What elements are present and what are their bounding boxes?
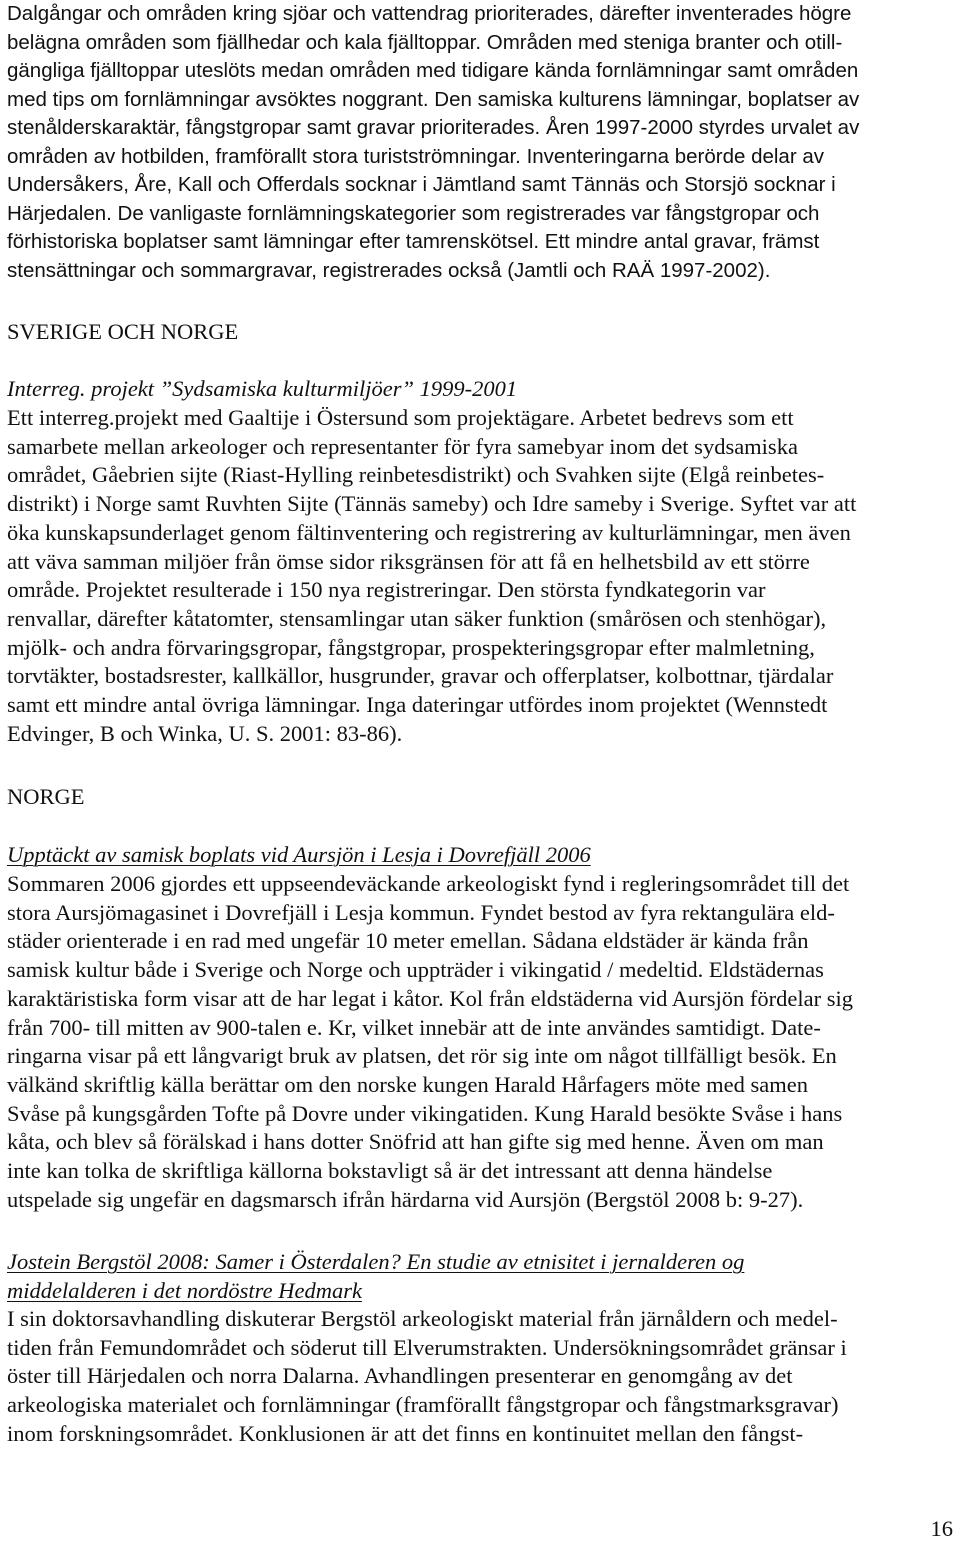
section-body-bergstol: I sin doktorsavhandling diskuterar Bergstöl arkeologiskt material från järnåldern och medel- tiden från Femundområdet och söderut till Elverumstrakten. Undersökningsområdet gränsar i öster till Härjedalen och norra Dalarna. Avhandlingen presenterar en genomgång av det arkeologiska materialet och fornlämningar (framförallt fångstgropar och fångstmarksgravar) inom forskningsområdet. Konklusionen är att det finns en kontinuitet mellan den fångst- (7, 1306, 847, 1446)
section-body-aursjon: Sommaren 2006 gjordes ett uppseendeväckande arkeologiskt fynd i regleringsområdet till det stora Aursjömagasinet i Dovrefjäll i Lesja kommun. Fyndet bestod av fyra rektangulära eld- städer orienterade i en rad med ungefär 10 meter emellan. Sådana eldstäder är kända från samisk kultur både i Sverige och Norge och uppträder i vikingatid / medeltid. Eldstädernas karaktäristiska form visar att de har legat i kåtor. Kol från eldstäderna vid Aursjön fördelar sig från 700- till mitten av 900-talen e. Kr, vilket innebär att de inte användes samtidigt. Date- ringarna visar på ett långvarigt bruk av platsen, det rör sig inte om något tillfälligt besök. En välkänd skriftlig källa berättar om den norske kungen Harald Hårfagers möte med samen Svåse på kungsgården Tofte på Dovre under vikingatiden. Kung Harald besökte Svåse i hans kåta, och blev så förälskad i hans dotter Snöfrid att han gifte sig med henne. Även om man inte kan tolka de skriftliga källorna bokstavligt så är det intressant att denna händelse utspelade sig ungefär en dagsmarsch ifrån härdarna vid Aursjön (Bergstöl 2008 b: 9-27). (7, 871, 853, 1212)
section-body-interreg: Ett interreg.projekt med Gaaltije i Östersund som projektägare. Arbetet bedrevs som ett samarbete mellan arkeologer och representanter för fyra samebyar inom det sydsamiska området, Gåebrien sijte (Riast-Hylling reinbetesdistrikt) och Svahken sijte (Elgå reinbetes- distrikt) i Norge samt Ruvhten Sijte (Tännäs sameby) och Idre sameby i Sverige. Syftet var att öka kunskapsunderlaget genom fältinventering och registrering av kulturlämningar, men även att väva samman miljöer från ömse sidor riksgränsen för att få en helhetsbild av ett större område. Projektet resulterade i 150 nya registreringar. Den största fyndkategorin var renvallar, därefter kåtatomter, stensamlingar utan säker funktion (smårösen och stenhögar), mjölk- och andra förvaringsgropar, fångstgropar, prospekteringsgropar efter malmletning, torvtäkter, bostadsrester, kallkällor, husgrunder, gravar och offerplatser, kolbottnar, tjärdalar samt ett mindre antal övriga lämningar. Inga dateringar utfördes inom projektet (Wennstedt Edvinger, B och Winka, U. S. 2001: 83-86). (7, 405, 857, 746)
intro-paragraph: Dalgångar och områden kring sjöar och vattendrag prioriterades, därefter inventerades högre belägna områden som fjällhedar och kala fjälltoppar. Områden med steniga branter och otill- gängliga fjälltoppar uteslöts medan områden med tidigare kända fornlämningar samt områden med tips om fornlämningar avsöktes noggrant. Den samiska kulturens lämningar, boplatser av stenålderskaraktär, fångstgropar samt gravar prioriterades. Åren 1997-2000 styrdes urvalet av områden av hotbilden, framförallt stora turistströmningar. Inventeringarna berörde delar av Undersåkers, Åre, Kall och Offerdals socknar i Jämtland samt Tännäs och Storsjö socknar i Härjedalen. De vanligaste fornlämningskategorier som registrerades var fångstgropar och förhistoriska boplatser samt lämningar efter tamrenskötsel. Ett mindre antal gravar, främst stensättningar och sommargravar, registrerades också (Jamtli och RAÄ 1997-2002). (7, 2, 860, 282)
section-heading-norge: NORGE (7, 784, 85, 809)
section-heading-sverige-och-norge: SVERIGE OCH NORGE (7, 319, 239, 344)
section-subheading-aursjon: Upptäckt av samisk boplats vid Aursjön i Lesja i Dovrefjäll 2006 (7, 842, 591, 867)
section-subheading-interreg: Interreg. projekt ”Sydsamiska kulturmiljöer” 1999-2001 (7, 376, 518, 401)
section-subheading-bergstol: Jostein Bergstöl 2008: Samer i Österdalen? En studie av etnisitet i jernalderen og middelalderen i det nordöstre Hedmark (7, 1249, 745, 1303)
page-number: 16 (930, 1516, 953, 1541)
